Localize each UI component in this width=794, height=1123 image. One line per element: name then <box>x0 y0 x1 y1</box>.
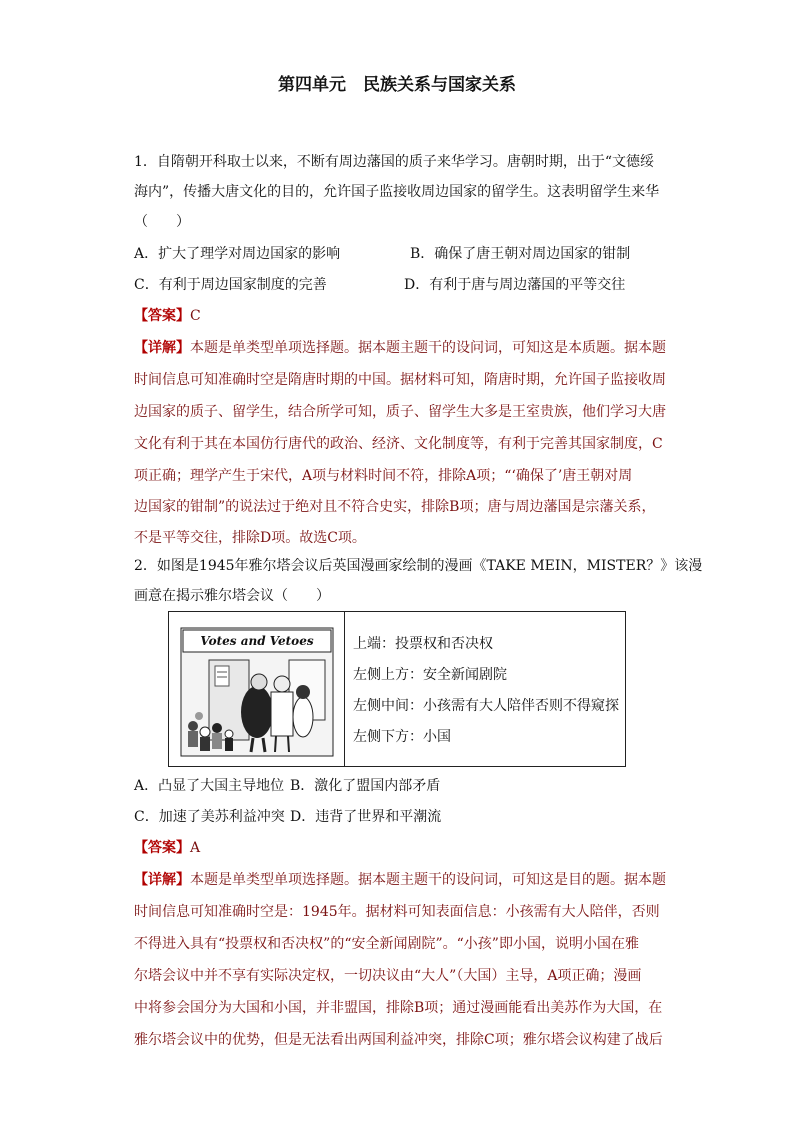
q1-stem-line-2: 海内”，传播大唐文化的目的，允许国子监接收周边国家的留学生。这表明留学生来华 <box>134 184 660 200</box>
page-title: 第四单元 民族关系与国家关系 <box>278 75 516 95</box>
q1-detail-line-7: 不是平等交往，排除D项。故选C项。 <box>134 530 366 546</box>
figure-note-2: 左侧上方：安全新闻剧院 <box>353 667 507 683</box>
q2-detail-label: 【详解】 <box>134 872 190 888</box>
figure-note-4: 左侧下方：小国 <box>353 729 451 745</box>
q1-answer-label: 【答案】 <box>134 308 190 324</box>
q2-option-d: D．违背了世界和平潮流 <box>290 809 442 825</box>
q2-stem-line-1: 2．如图是1945年雅尔塔会议后英国漫画家绘制的漫画《TAKE MEIN，MISTER？》该漫 <box>134 558 703 574</box>
q1-detail-line-4: 文化有利于其在本国仿行唐代的政治、经济、文化制度等，有利于完善其国家制度，C <box>134 436 663 452</box>
q2-option-a: A．凸显了大国主导地位 <box>134 778 285 794</box>
q1-option-c: C．有利于周边国家制度的完善 <box>134 277 327 293</box>
q2-figure <box>168 611 626 767</box>
q2-detail-line-2: 时间信息可知准确时空是：1945年。据材料可知表面信息：小孩需有大人陪伴，否则 <box>134 904 660 920</box>
q2-answer <box>134 838 200 858</box>
cartoon-image <box>179 622 335 758</box>
q1-detail-line-3: 边国家的质子、留学生，结合所学可知，质子、留学生大多是王室贵族，他们学习大唐 <box>134 404 666 420</box>
q1-stem-line-1: 1．自隋朝开科取士以来，不断有周边藩国的质子来华学习。唐朝时期，出于“文德绥 <box>134 154 655 170</box>
q1-stem-line-3: （ ） <box>134 214 190 230</box>
figure-divider <box>344 612 345 766</box>
q1-detail-line-6: 边国家的钳制”的说法过于绝对且不符合史实，排除B项；唐与周边藩国是宗藩关系， <box>134 499 656 515</box>
q1-detail-line-5: 项正确；理学产生于宋代，A项与材料时间不符，排除A项；“‘确保了’唐王朝对周 <box>134 468 633 484</box>
q1-detail-line-2: 时间信息可知准确时空是隋唐时期的中国。据材料可知，隋唐时期，允许国子监接收周 <box>134 372 666 388</box>
q2-detail-line-3: 不得进入具有“投票权和否决权”的“安全新闻剧院”。“小孩”即小国，说明小国在雅 <box>134 936 639 952</box>
q2-detail-line-5: 中将参会国分为大国和小国，并非盟国，排除B项；通过漫画能看出美苏作为大国，在 <box>134 1000 663 1016</box>
q1-option-d: D．有利于唐与周边藩国的平等交往 <box>404 277 626 293</box>
q2-detail-line-1 <box>134 870 666 890</box>
figure-note-1: 上端：投票权和否决权 <box>353 636 493 652</box>
cartoon-sign: Votes and Vetoes <box>200 634 314 648</box>
q1-answer <box>134 306 201 326</box>
q1-detail-text-1: 本题是单类型单项选择题。据本题主题干的设问词，可知这是本质题。据本题 <box>190 340 666 356</box>
q1-option-a: A．扩大了理学对周边国家的影响 <box>134 246 341 262</box>
q2-answer-label: 【答案】 <box>134 840 190 856</box>
q2-detail-line-4: 尔塔会议中并不享有实际决定权，一切决议由“大人”（大国）主导，A项正确；漫画 <box>134 968 642 984</box>
q2-answer-value: A <box>190 840 201 856</box>
q1-option-b: B．确保了唐王朝对周边国家的钳制 <box>410 246 631 262</box>
figure-note-3: 左侧中间：小孩需有大人陪伴否则不得窥探 <box>353 698 619 714</box>
q2-stem-line-2: 画意在揭示雅尔塔会议（ ） <box>134 588 330 604</box>
q2-option-b: B．激化了盟国内部矛盾 <box>290 778 441 794</box>
q1-detail-label: 【详解】 <box>134 340 190 356</box>
q1-answer-value: C <box>190 308 201 324</box>
q1-detail-line-1 <box>134 338 666 358</box>
q2-option-c: C．加速了美苏利益冲突 <box>134 809 285 825</box>
q2-detail-line-6: 雅尔塔会议中的优势，但是无法看出两国利益冲突，排除C项；雅尔塔会议构建了战后 <box>134 1032 663 1048</box>
q2-detail-text-1: 本题是单类型单项选择题。据本题主题干的设问词，可知这是目的题。据本题 <box>190 872 666 888</box>
